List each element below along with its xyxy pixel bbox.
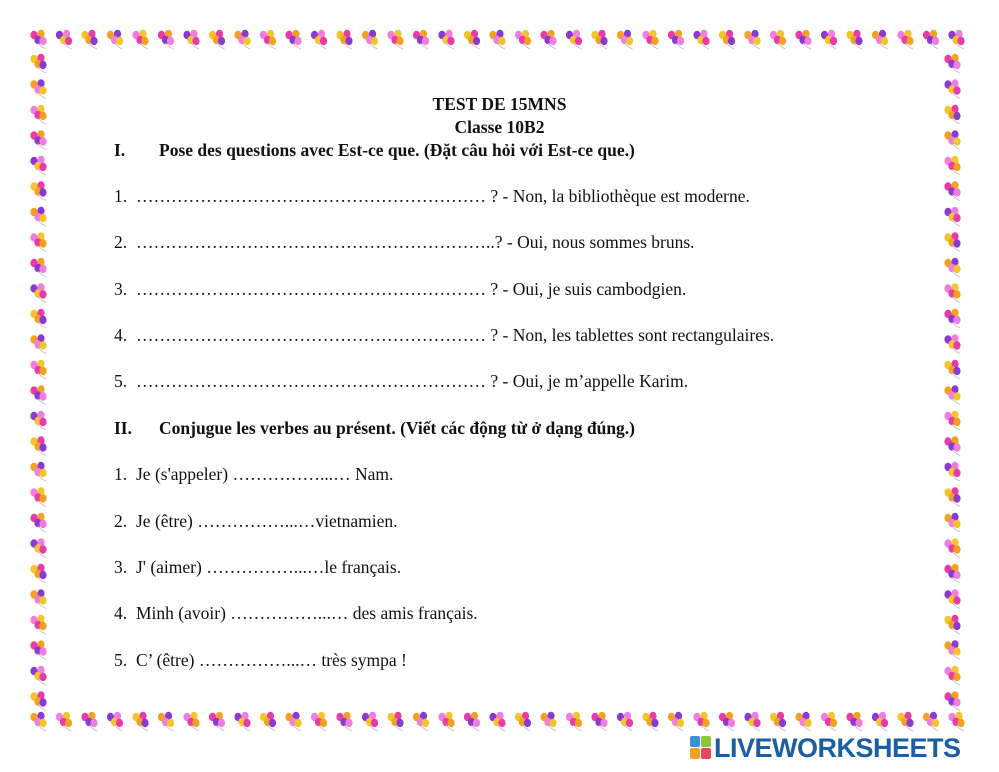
- balloon-cluster: [944, 334, 960, 353]
- balloon-cluster: [438, 712, 454, 731]
- balloon-cluster: [464, 712, 480, 731]
- balloon-cluster: [821, 30, 837, 49]
- balloon-cluster: [944, 666, 960, 685]
- balloon-cluster: [311, 30, 327, 49]
- item-number: 3.: [114, 557, 128, 577]
- balloon-cluster: [30, 385, 46, 404]
- item-text: …………………………………………………… ? - Non, la bibliothèque est moderne.: [136, 186, 750, 206]
- balloon-cluster: [413, 712, 429, 731]
- item-number: 2.: [114, 511, 128, 531]
- balloon-cluster: [944, 258, 960, 277]
- item-text: …………………………………………………… ? - Non, les tablettes sont rectangulaires.: [136, 325, 775, 345]
- balloon-cluster: [30, 589, 46, 608]
- balloon-cluster: [744, 712, 760, 731]
- balloon-cluster: [362, 712, 378, 731]
- balloon-cluster: [944, 309, 960, 328]
- balloon-cluster: [285, 712, 301, 731]
- balloon-cluster: [30, 564, 46, 583]
- balloon-cluster: [948, 30, 964, 49]
- conjugation-item: [114, 556, 401, 578]
- balloon-cluster: [311, 712, 327, 731]
- watermark-text: LIVEWORKSHEETS: [714, 733, 961, 763]
- balloon-cluster: [744, 30, 760, 49]
- section-1-heading: [114, 139, 635, 161]
- balloon-cluster: [30, 513, 46, 532]
- balloon-cluster: [821, 712, 837, 731]
- balloon-cluster: [336, 712, 352, 731]
- balloon-cluster: [260, 30, 276, 49]
- balloon-cluster: [81, 30, 97, 49]
- item-number: 2.: [114, 232, 128, 252]
- section-2-numeral: II.: [114, 418, 132, 438]
- balloon-cluster: [158, 712, 174, 731]
- balloon-cluster: [591, 30, 607, 49]
- balloon-cluster: [30, 666, 46, 685]
- balloon-cluster: [56, 30, 72, 49]
- balloon-cluster: [944, 283, 960, 302]
- balloon-cluster: [770, 712, 786, 731]
- section-1-numeral: I.: [114, 140, 126, 160]
- balloon-cluster: [944, 54, 960, 73]
- balloon-cluster: [30, 207, 46, 226]
- balloon-cluster: [183, 712, 199, 731]
- balloon-cluster: [362, 30, 378, 49]
- balloon-cluster: [944, 207, 960, 226]
- balloon-cluster: [944, 564, 960, 583]
- balloon-cluster: [107, 712, 123, 731]
- balloon-cluster: [107, 30, 123, 49]
- balloon-cluster: [795, 712, 811, 731]
- balloon-cluster: [387, 30, 403, 49]
- balloon-cluster: [944, 385, 960, 404]
- item-text: …………………………………………………… ? - Oui, je suis cambodgien.: [136, 279, 687, 299]
- conjugation-item: [114, 463, 393, 485]
- balloon-cluster: [336, 30, 352, 49]
- balloon-cluster: [923, 30, 939, 49]
- balloon-cluster: [30, 640, 46, 659]
- balloon-cluster: [617, 712, 633, 731]
- balloon-cluster: [234, 712, 250, 731]
- balloon-cluster: [566, 712, 582, 731]
- balloon-cluster: [413, 30, 429, 49]
- balloon-cluster: [897, 30, 913, 49]
- question-item: [114, 231, 695, 253]
- question-item: [114, 370, 688, 392]
- item-text: Je (s'appeler) ……………...… Nam.: [136, 464, 394, 484]
- liveworksheets-watermark: [690, 734, 961, 762]
- balloon-cluster: [30, 309, 46, 328]
- section-1-instruction: Pose des questions avec Est-ce que. (Đặt câu hỏi với Est-ce que.): [159, 140, 635, 160]
- balloon-cluster: [944, 640, 960, 659]
- question-item: [114, 278, 686, 300]
- balloon-cluster: [642, 712, 658, 731]
- balloon-cluster: [944, 538, 960, 557]
- balloon-cluster: [668, 30, 684, 49]
- balloon-cluster: [770, 30, 786, 49]
- balloon-cluster: [944, 411, 960, 430]
- balloon-cluster: [30, 181, 46, 200]
- balloon-cluster: [719, 712, 735, 731]
- balloon-cluster: [668, 712, 684, 731]
- balloon-cluster: [81, 712, 97, 731]
- balloon-cluster: [944, 462, 960, 481]
- balloon-cluster: [795, 30, 811, 49]
- balloon-cluster: [464, 30, 480, 49]
- balloon-cluster: [944, 487, 960, 506]
- balloon-cluster: [489, 712, 505, 731]
- section-2-heading: [114, 417, 635, 439]
- balloon-cluster: [617, 30, 633, 49]
- balloon-cluster: [944, 181, 960, 200]
- balloon-cluster: [540, 30, 556, 49]
- balloon-cluster: [30, 232, 46, 251]
- balloon-cluster: [944, 615, 960, 634]
- balloon-cluster: [897, 712, 913, 731]
- balloon-cluster: [489, 30, 505, 49]
- class-label: Classe 10B2: [454, 117, 545, 137]
- balloon-cluster: [30, 462, 46, 481]
- balloon-cluster: [846, 30, 862, 49]
- balloon-cluster: [209, 712, 225, 731]
- item-text: Je (être) ……………...…vietnamien.: [136, 511, 398, 531]
- balloon-cluster: [923, 712, 939, 731]
- balloon-cluster: [719, 30, 735, 49]
- balloon-cluster: [642, 30, 658, 49]
- balloon-cluster: [30, 54, 46, 73]
- conjugation-item: [114, 510, 397, 532]
- balloon-cluster: [234, 30, 250, 49]
- item-number: 1.: [114, 186, 128, 206]
- conjugation-item: [114, 602, 478, 624]
- balloon-cluster: [515, 712, 531, 731]
- balloon-cluster: [944, 232, 960, 251]
- balloon-cluster: [591, 712, 607, 731]
- balloon-cluster: [209, 30, 225, 49]
- balloon-cluster: [438, 30, 454, 49]
- balloon-cluster: [944, 360, 960, 379]
- item-text: Minh (avoir) ……………...… des amis français.: [136, 603, 478, 623]
- item-text: …………………………………………………… ? - Oui, je m’appelle Karim.: [136, 371, 689, 391]
- balloon-cluster: [948, 712, 964, 731]
- balloon-cluster: [260, 712, 276, 731]
- balloon-cluster: [30, 360, 46, 379]
- item-text: C’ (être) ……………...… très sympa !: [136, 650, 407, 670]
- balloon-cluster: [158, 30, 174, 49]
- liveworksheets-logo-icon: [690, 736, 712, 760]
- balloon-cluster: [30, 615, 46, 634]
- balloon-cluster: [285, 30, 301, 49]
- balloon-cluster: [30, 156, 46, 175]
- balloon-cluster: [30, 712, 46, 731]
- balloon-cluster: [56, 712, 72, 731]
- item-number: 4.: [114, 603, 128, 623]
- balloon-cluster: [693, 30, 709, 49]
- balloon-cluster: [30, 411, 46, 430]
- item-number: 3.: [114, 279, 128, 299]
- item-number: 5.: [114, 371, 128, 391]
- balloon-cluster: [30, 436, 46, 455]
- item-number: 5.: [114, 650, 128, 670]
- balloon-cluster: [515, 30, 531, 49]
- page-title: TEST DE 15MNS: [432, 94, 567, 114]
- balloon-cluster: [540, 712, 556, 731]
- balloon-cluster: [30, 691, 46, 710]
- balloon-cluster: [387, 712, 403, 731]
- question-item: [114, 185, 750, 207]
- question-item: [114, 324, 774, 346]
- balloon-cluster: [30, 283, 46, 302]
- balloon-cluster: [132, 712, 148, 731]
- balloon-cluster: [944, 156, 960, 175]
- balloon-cluster: [693, 712, 709, 731]
- balloon-cluster: [944, 436, 960, 455]
- balloon-cluster: [566, 30, 582, 49]
- balloon-cluster: [872, 30, 888, 49]
- balloon-cluster: [30, 487, 46, 506]
- balloon-cluster: [944, 589, 960, 608]
- balloon-cluster: [30, 30, 46, 49]
- balloon-cluster: [30, 258, 46, 277]
- conjugation-item: [114, 649, 407, 671]
- section-2-instruction: Conjugue les verbes au présent. (Viết các động từ ở dạng đúng.): [159, 418, 636, 438]
- balloon-cluster: [846, 712, 862, 731]
- balloon-cluster: [132, 30, 148, 49]
- balloon-cluster: [944, 513, 960, 532]
- item-number: 1.: [114, 464, 128, 484]
- balloon-cluster: [183, 30, 199, 49]
- balloon-cluster: [872, 712, 888, 731]
- balloon-cluster: [30, 538, 46, 557]
- item-text: ……………………………………………………..? - Oui, nous sommes bruns.: [136, 232, 695, 252]
- item-text: J' (aimer) ……………...…le français.: [136, 557, 402, 577]
- balloon-cluster: [944, 691, 960, 710]
- item-number: 4.: [114, 325, 128, 345]
- balloon-cluster: [30, 334, 46, 353]
